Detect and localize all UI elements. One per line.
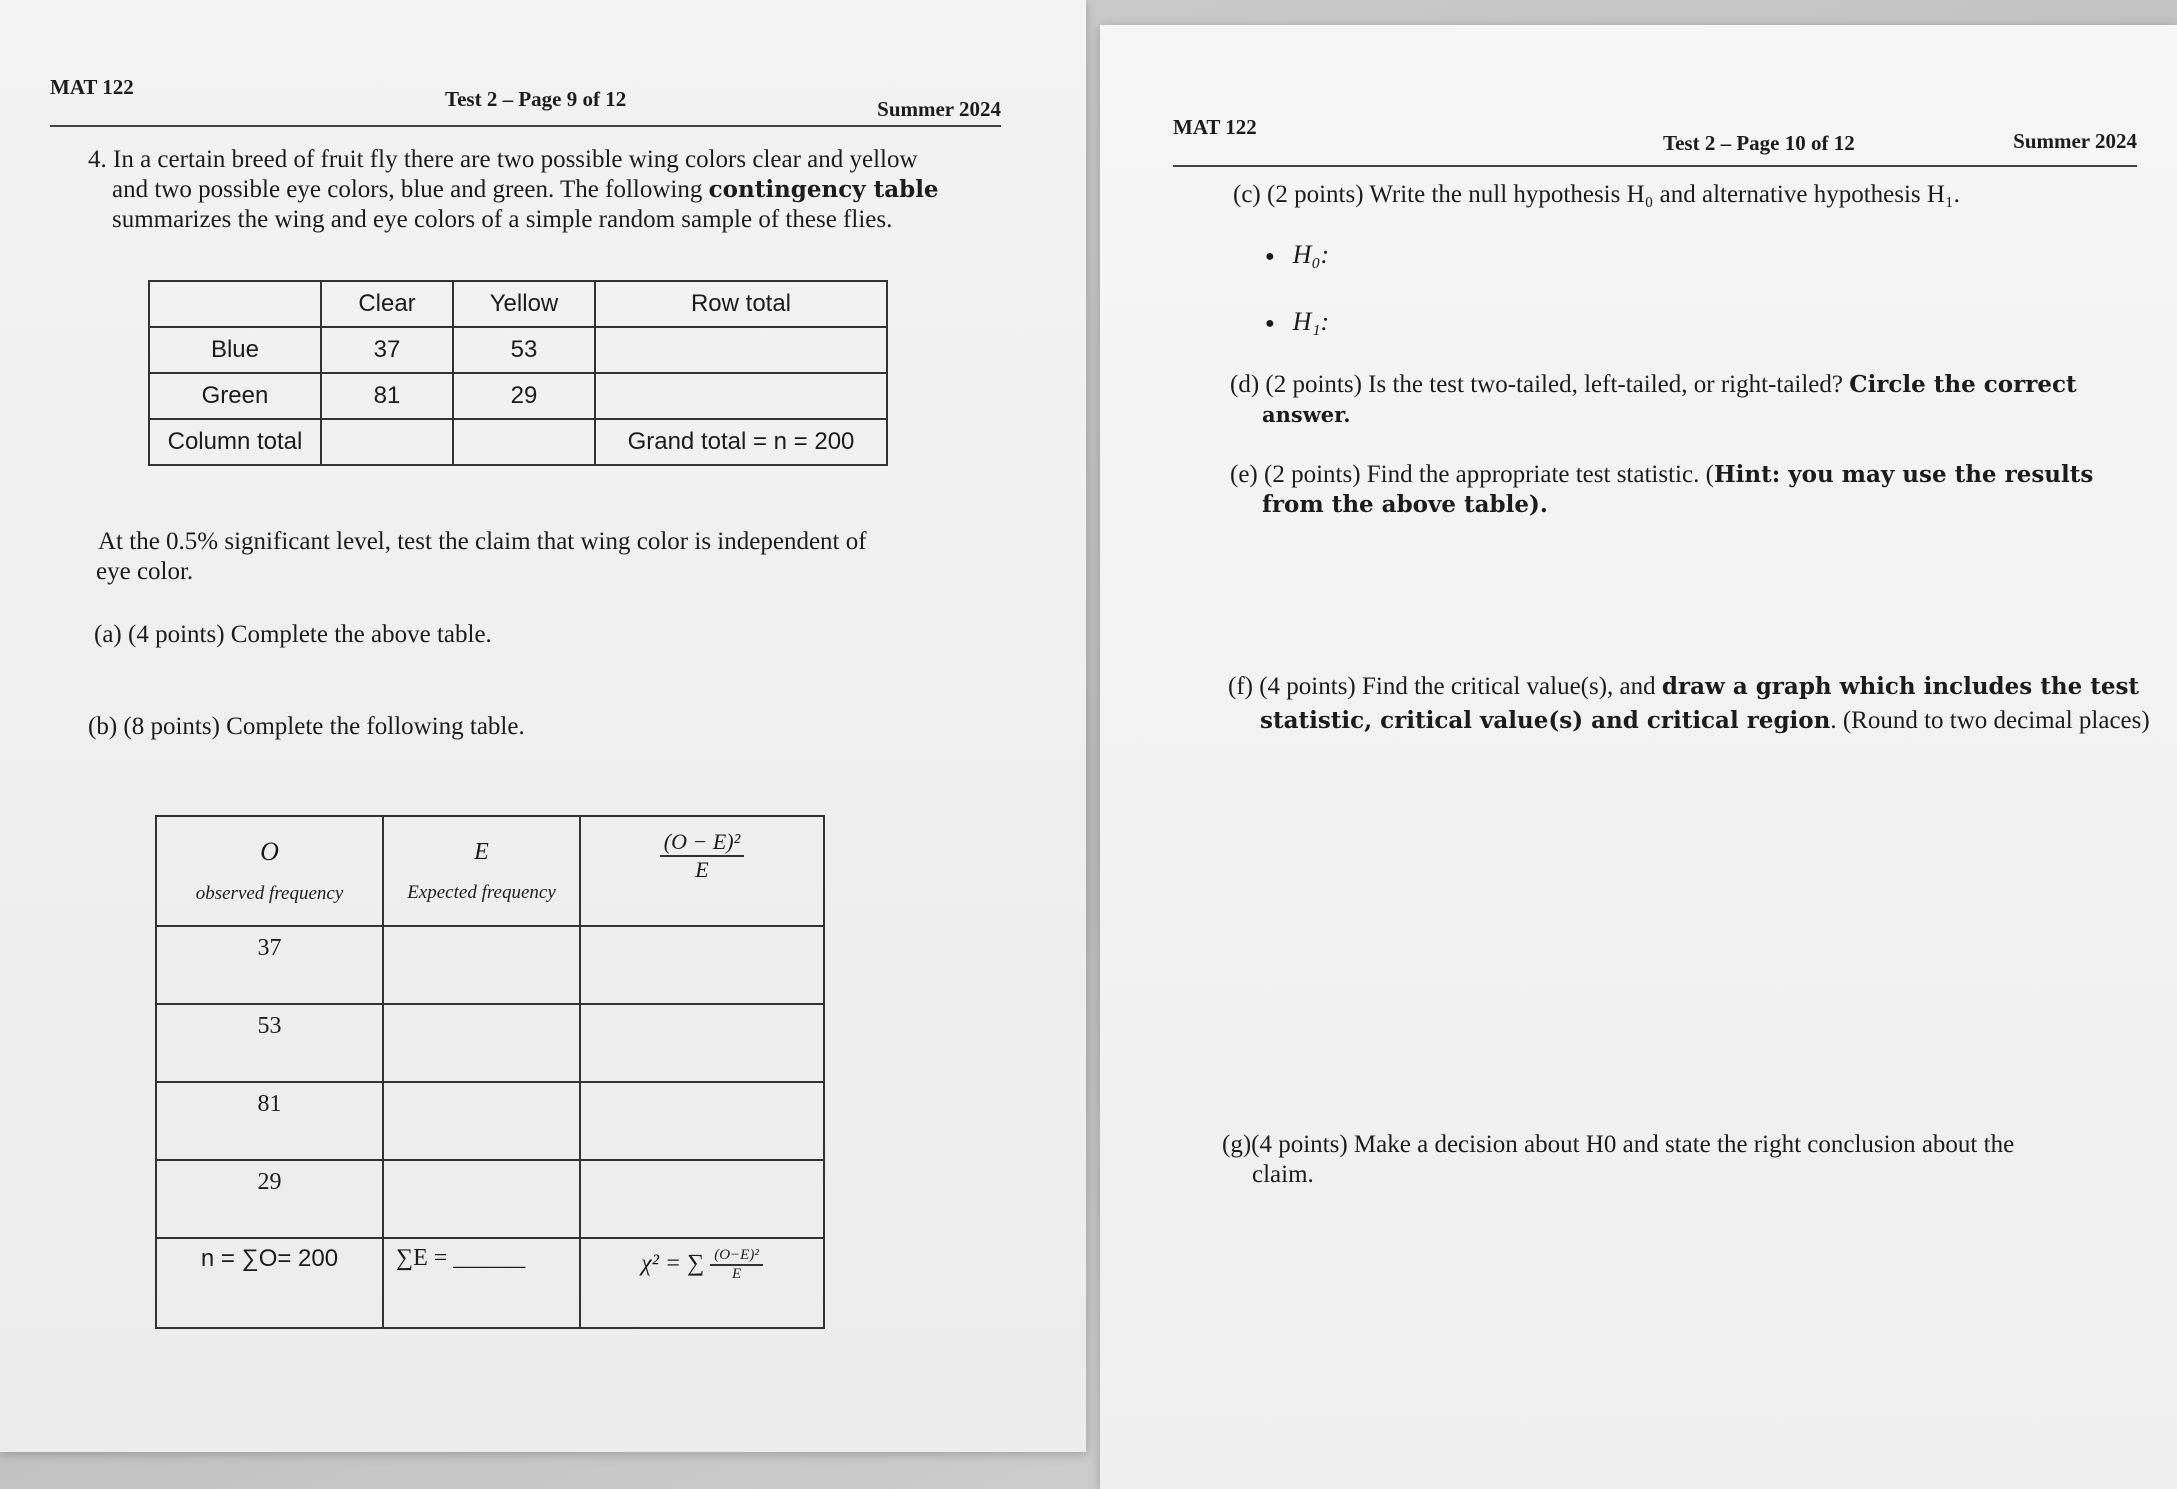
table-header-row-total: Row total bbox=[595, 281, 887, 327]
table-row bbox=[156, 1160, 824, 1238]
term: Summer 2024 bbox=[877, 97, 1001, 121]
table-header-yellow: Yellow bbox=[453, 281, 595, 327]
part-f-line-2 bbox=[1260, 706, 2150, 736]
header-chi-term bbox=[580, 816, 824, 926]
blank-answer-cell[interactable] bbox=[580, 926, 824, 1004]
table-totals-row bbox=[156, 1238, 824, 1328]
table-row bbox=[149, 419, 887, 465]
question-line-2 bbox=[112, 175, 939, 205]
term: Summer 2024 bbox=[2013, 129, 2137, 153]
blank-answer-cell[interactable] bbox=[321, 419, 453, 465]
exam-page-10 bbox=[1100, 25, 2177, 1489]
blank-answer-cell[interactable] bbox=[383, 1160, 580, 1238]
exam-page-9 bbox=[0, 0, 1086, 1452]
fraction-denominator: E bbox=[695, 857, 709, 882]
graph-instruction-cont: statistic, critical value(s) and critical region bbox=[1260, 707, 1831, 734]
page-header bbox=[1173, 115, 2137, 167]
part-e-line-1 bbox=[1230, 460, 2093, 490]
hint-text: Hint: you may use the results bbox=[1713, 461, 2094, 488]
observed-value: 29 bbox=[156, 1160, 383, 1238]
table-row bbox=[156, 1004, 824, 1082]
chi-square-formula[interactable] bbox=[580, 1238, 824, 1328]
circle-answer-instruction: Circle the correct bbox=[1849, 371, 2077, 398]
table-row bbox=[156, 1082, 824, 1160]
fraction-numerator: (O − E)² bbox=[660, 829, 744, 857]
part-g-line-1: (g)(4 points) Make a decision about H0 and state the right conclusion about the bbox=[1222, 1131, 2015, 1158]
part-b: (b) (8 points) Complete the following table. bbox=[88, 713, 525, 740]
table-cell: 29 bbox=[453, 373, 595, 419]
expected-label: Expected frequency bbox=[407, 881, 556, 903]
grand-total-cell: Grand total = n = 200 bbox=[595, 419, 887, 465]
fraction-numerator: (O−E)² bbox=[710, 1247, 763, 1266]
part-e-text: (e) (2 points) Find the appropriate test statistic. ( bbox=[1230, 461, 1714, 488]
table-cell bbox=[149, 281, 321, 327]
part-a: (a) (4 points) Complete the above table. bbox=[94, 621, 492, 648]
h0-line[interactable]: ● H₀: bbox=[1265, 240, 1329, 270]
observed-value: 53 bbox=[156, 1004, 383, 1082]
claim-line-2: eye color. bbox=[96, 558, 194, 585]
table-cell: 53 bbox=[453, 327, 595, 373]
question-line-1: 4. In a certain breed of fruit fly there are two possible wing colors clear and yellow bbox=[88, 146, 918, 173]
blank-answer-cell[interactable] bbox=[595, 373, 887, 419]
chi-square-symbol: χ² = ∑ bbox=[641, 1250, 705, 1277]
table-header-row bbox=[156, 816, 824, 926]
table-header-clear: Clear bbox=[321, 281, 453, 327]
row-label: Column total bbox=[149, 419, 321, 465]
observed-label: observed frequency bbox=[195, 883, 344, 904]
blank-answer-cell[interactable] bbox=[580, 1082, 824, 1160]
page-number: Test 2 – Page 9 of 12 bbox=[445, 87, 627, 111]
page-number: Test 2 – Page 10 of 12 bbox=[1663, 131, 1855, 155]
contingency-table-term: contingency table bbox=[708, 176, 939, 203]
part-d-line-2: answer. bbox=[1262, 402, 1351, 427]
sum-expected[interactable]: ∑E = ______ bbox=[383, 1238, 580, 1328]
expected-frequency-table bbox=[155, 815, 825, 1329]
table-row bbox=[149, 327, 887, 373]
sum-observed: n = ∑O= 200 bbox=[156, 1238, 383, 1328]
observed-value: 81 bbox=[156, 1082, 383, 1160]
part-e-line-2: from the above table). bbox=[1262, 491, 1548, 518]
question-text: and two possible eye colors, blue and green. The following bbox=[112, 176, 709, 203]
part-c: (c) (2 points) Write the null hypothesis H₀ and alternative hypothesis H₁. bbox=[1233, 181, 1960, 208]
row-label: Blue bbox=[149, 327, 321, 373]
claim-line-1: At the 0.5% significant level, test the claim that wing color is independent of bbox=[98, 528, 867, 555]
blank-answer-cell[interactable] bbox=[453, 419, 595, 465]
blank-answer-cell[interactable] bbox=[580, 1004, 824, 1082]
course-code: MAT 122 bbox=[1173, 115, 1257, 139]
question-line-3: summarizes the wing and eye colors of a simple random sample of these flies. bbox=[112, 206, 893, 233]
header-expected bbox=[383, 816, 580, 926]
table-cell: 37 bbox=[321, 327, 453, 373]
observed-value: 37 bbox=[156, 926, 383, 1004]
table-row bbox=[149, 373, 887, 419]
part-d-line-1 bbox=[1230, 370, 2077, 400]
blank-answer-cell[interactable] bbox=[595, 327, 887, 373]
observed-symbol: O bbox=[260, 837, 279, 866]
part-g-line-2: claim. bbox=[1252, 1161, 1314, 1188]
part-f-line-1 bbox=[1228, 672, 2139, 702]
blank-answer-cell[interactable] bbox=[580, 1160, 824, 1238]
expected-symbol: E bbox=[474, 838, 489, 865]
blank-answer-cell[interactable] bbox=[383, 1082, 580, 1160]
chi-term-fraction bbox=[660, 829, 744, 883]
table-row bbox=[156, 926, 824, 1004]
page-header bbox=[50, 75, 1001, 127]
rounding-note: . (Round to two decimal places) bbox=[1830, 707, 2150, 734]
header-observed bbox=[156, 816, 383, 926]
h1-line[interactable]: ● H₁: bbox=[1265, 307, 1329, 337]
graph-instruction: draw a graph which includes the test bbox=[1661, 673, 2140, 700]
blank-answer-cell[interactable] bbox=[383, 1004, 580, 1082]
table-cell: 81 bbox=[321, 373, 453, 419]
part-f-text: (f) (4 points) Find the critical value(s), and bbox=[1228, 673, 1662, 700]
table-header-row bbox=[149, 281, 887, 327]
contingency-table bbox=[148, 280, 888, 466]
blank-answer-cell[interactable] bbox=[383, 926, 580, 1004]
part-d-text: (d) (2 points) Is the test two-tailed, left-tailed, or right-tailed? bbox=[1230, 371, 1850, 398]
fraction-denominator: E bbox=[731, 1266, 742, 1282]
row-label: Green bbox=[149, 373, 321, 419]
course-code: MAT 122 bbox=[50, 75, 134, 99]
chi-formula-fraction bbox=[710, 1247, 763, 1283]
